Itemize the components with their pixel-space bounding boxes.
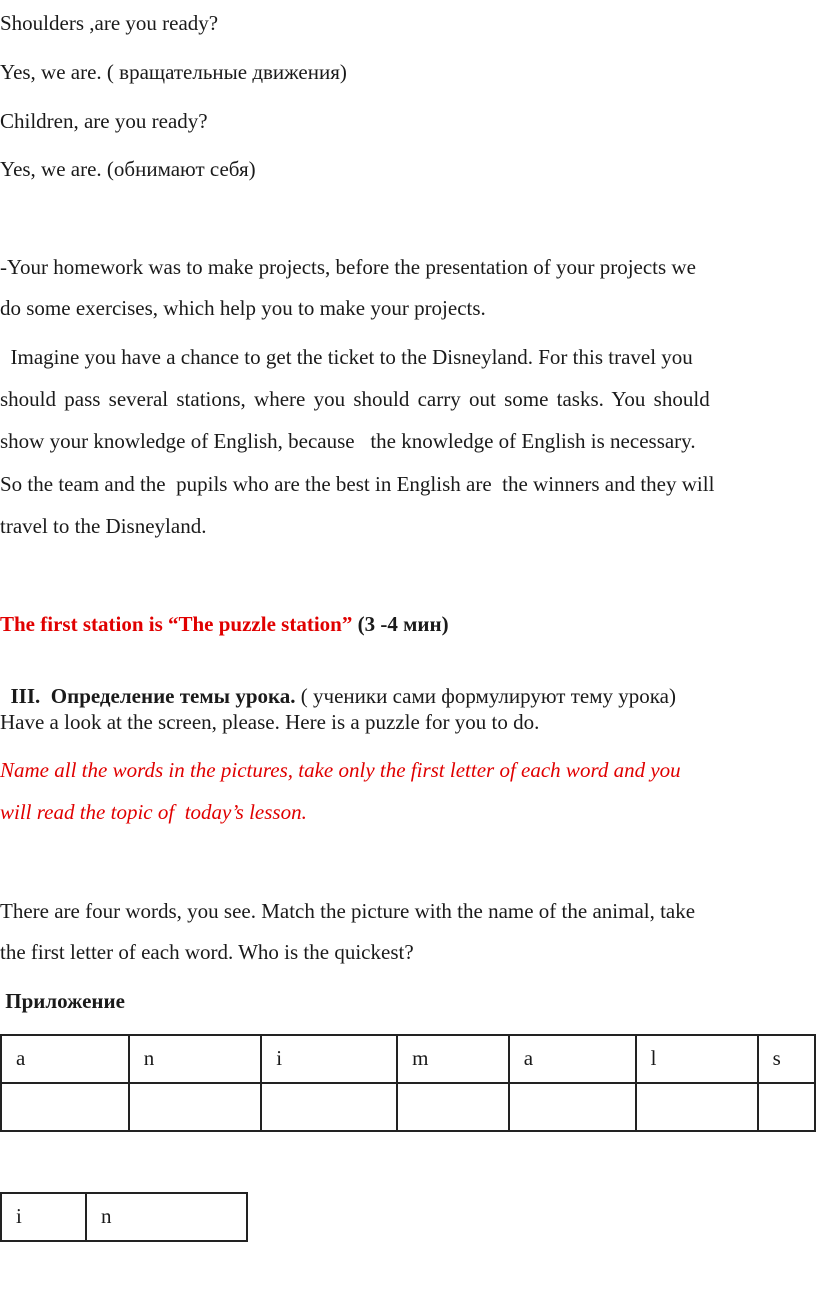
disneyland-paragraph-line-5: travel to the Disneyland. <box>0 514 207 538</box>
puzzle-letter-cell: n <box>129 1035 262 1083</box>
station-title: The first station is “The puzzle station” <box>0 612 358 636</box>
homework-paragraph-line-2: do some exercises, which help you to make your projects. <box>0 296 486 320</box>
puzzle-letter-table <box>0 1034 816 1132</box>
puzzle-answer-cell <box>1 1083 129 1131</box>
instruction-look: Have a look at the screen, please. Here is a puzzle for you to do. <box>0 710 540 734</box>
second-letter-cell: n <box>86 1193 247 1241</box>
line-children-question: Children, are you ready? <box>0 109 208 133</box>
puzzle-letter-cell: m <box>397 1035 509 1083</box>
puzzle-letter-cell: a <box>1 1035 129 1083</box>
appendix-label: Приложение <box>0 989 125 1013</box>
line-shoulders-answer: Yes, we are. ( вращательные движения) <box>0 60 347 84</box>
puzzle-letter-cell: a <box>509 1035 636 1083</box>
homework-paragraph-line-1: -Your homework was to make projects, before the presentation of your projects we <box>0 255 696 279</box>
puzzle-answer-cell <box>509 1083 636 1131</box>
puzzle-answer-cell <box>397 1083 509 1131</box>
section-heading <box>0 660 676 708</box>
puzzle-answer-cell <box>261 1083 397 1131</box>
line-children-answer: Yes, we are. (обнимают себя) <box>0 157 256 181</box>
line-shoulders-question: Shoulders ,are you ready? <box>0 11 219 35</box>
second-letter-row <box>1 1193 247 1241</box>
puzzle-letter-cell: i <box>261 1035 397 1083</box>
second-letter-table <box>0 1192 248 1242</box>
instruction-task-line-2: will read the topic of today’s lesson. <box>0 800 307 824</box>
disneyland-paragraph-line-3: show your knowledge of English, because the knowledge of English is necessary. <box>0 429 696 453</box>
section-note: ( ученики сами формулируют тему урока) <box>295 684 676 708</box>
station-time: (3 -4 мин) <box>357 612 449 636</box>
disneyland-paragraph-line-2: should pass several stations, where you should carry out some tasks. You should <box>0 387 710 411</box>
instruction-match-line-2: the first letter of each word. Who is the quickest? <box>0 940 414 964</box>
puzzle-letter-cell: l <box>636 1035 758 1083</box>
puzzle-letter-cell: s <box>758 1035 815 1083</box>
disneyland-paragraph-line-1: Imagine you have a chance to get the ticket to the Disneyland. For this travel you <box>0 345 693 369</box>
instruction-task-line-1: Name all the words in the pictures, take only the first letter of each word and you <box>0 758 681 782</box>
puzzle-answer-cell <box>758 1083 815 1131</box>
puzzle-answer-row <box>1 1083 815 1131</box>
station-heading <box>0 612 449 636</box>
second-letter-cell: i <box>1 1193 86 1241</box>
puzzle-letter-row <box>1 1035 815 1083</box>
puzzle-answer-cell <box>636 1083 758 1131</box>
section-number-title: III. Определение темы урока. <box>10 684 296 708</box>
disneyland-paragraph-line-4: So the team and the pupils who are the best in English are the winners and they will <box>0 472 715 496</box>
instruction-match-line-1: There are four words, you see. Match the picture with the name of the animal, take <box>0 899 696 923</box>
puzzle-answer-cell <box>129 1083 262 1131</box>
